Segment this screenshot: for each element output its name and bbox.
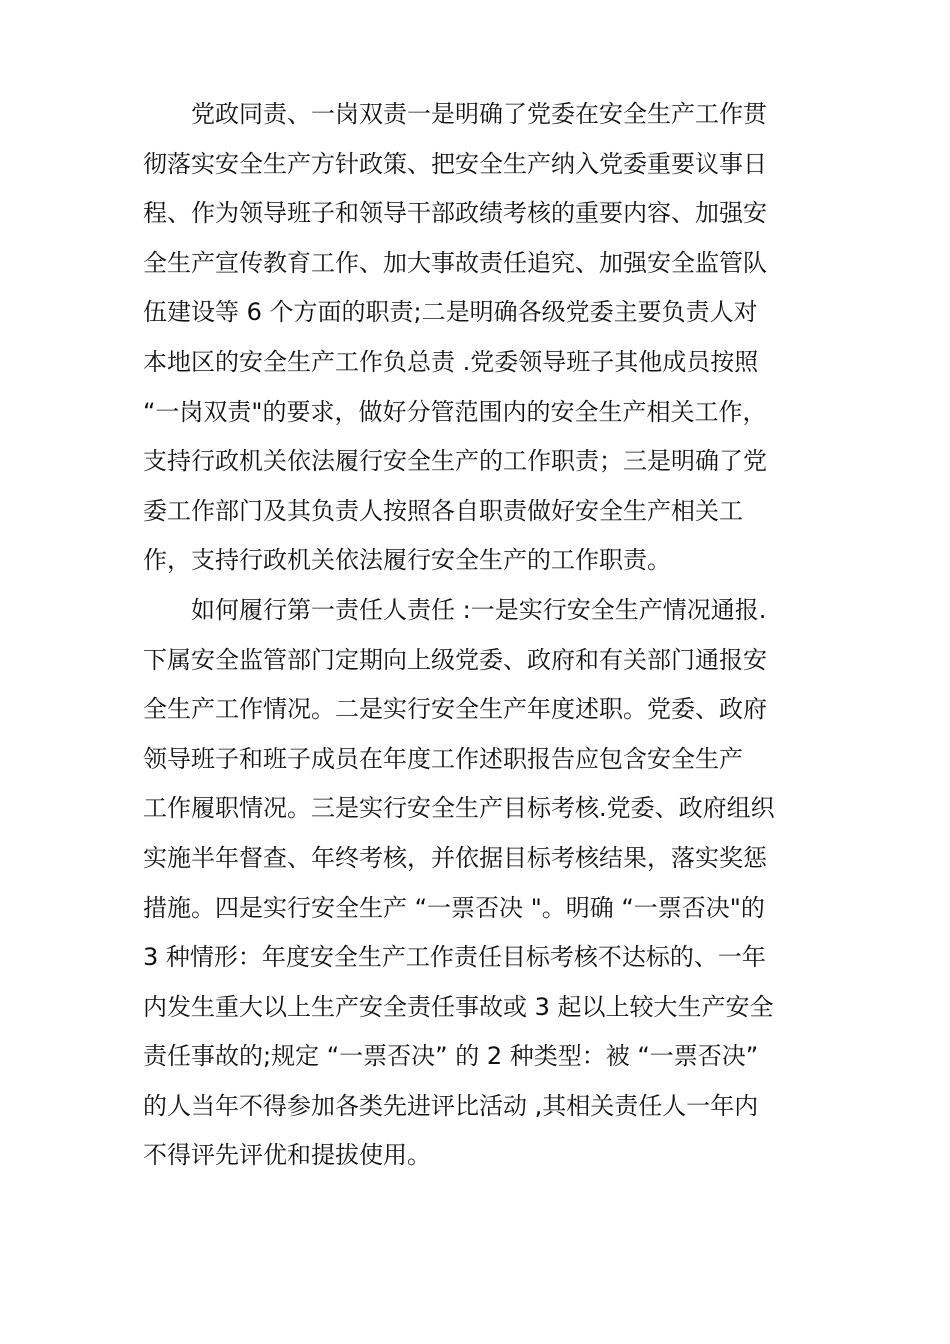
paragraph-line: 全生产宣传教育工作、加大事故责任追究、加强安全监管队	[143, 248, 767, 277]
paragraph-line: 领导班子和班子成员在年度工作述职报告应包含安全生产	[143, 744, 743, 773]
paragraph-line: 责任事故的;规定 “一票否决” 的 2 种类型：被 “一票否决”	[143, 1042, 759, 1071]
paragraph-line: 委工作部门及其负责人按照各自职责做好安全生产相关工	[143, 496, 743, 525]
paragraph-line: 内发生重大以上生产安全责任事故或 3 起以上较大生产安全	[143, 992, 774, 1021]
paragraph-line: 的人当年不得参加各类先进评比活动 ,其相关责任人一年内	[143, 1091, 759, 1120]
paragraph-1	[143, 90, 813, 586]
paragraph-line: 下属安全监管部门定期向上级党委、政府和有关部门通报安	[143, 645, 767, 674]
paragraph-line: 程、作为领导班子和领导干部政绩考核的重要内容、加强安	[143, 199, 767, 228]
document-body	[143, 90, 813, 1181]
paragraph-line: 实施半年督查、年终考核，并依据目标考核结果，落实奖惩	[143, 843, 767, 872]
paragraph-line: 支持行政机关依法履行安全生产的工作职责；三是明确了党	[143, 447, 767, 476]
paragraph-line: “一岗双责"的要求，做好分管范围内的安全生产相关工作，	[143, 397, 767, 426]
paragraph-line: 彻落实安全生产方针政策、把安全生产纳入党委重要议事日	[143, 149, 767, 178]
paragraph-line: 本地区的安全生产工作负总责 .党委领导班子其他成员按照	[143, 347, 759, 376]
paragraph-line: 工作履职情况。三是实行安全生产目标考核.党委、政府组织	[143, 794, 775, 823]
paragraph-line: 党政同责、一岗双责一是明确了党委在安全生产工作贯	[191, 100, 767, 128]
paragraph-line: 作，支持行政机关依法履行安全生产的工作职责。	[143, 546, 671, 575]
paragraph-line: 如何履行第一责任人责任 :一是实行安全生产情况通报.	[191, 595, 767, 624]
paragraph-line: 3 种情形：年度安全生产工作责任目标考核不达标的、一年	[143, 943, 766, 972]
paragraph-2	[143, 586, 813, 1181]
paragraph-line: 不得评先评优和提拔使用。	[143, 1141, 431, 1170]
paragraph-line: 全生产工作情况。二是实行安全生产年度述职。党委、政府	[143, 695, 767, 724]
paragraph-line: 伍建设等 6 个方面的职责;二是明确各级党委主要负责人对	[143, 298, 758, 327]
paragraph-line: 措施。四是实行安全生产 “一票否决 "。明确 “一票否决"的	[143, 893, 765, 922]
